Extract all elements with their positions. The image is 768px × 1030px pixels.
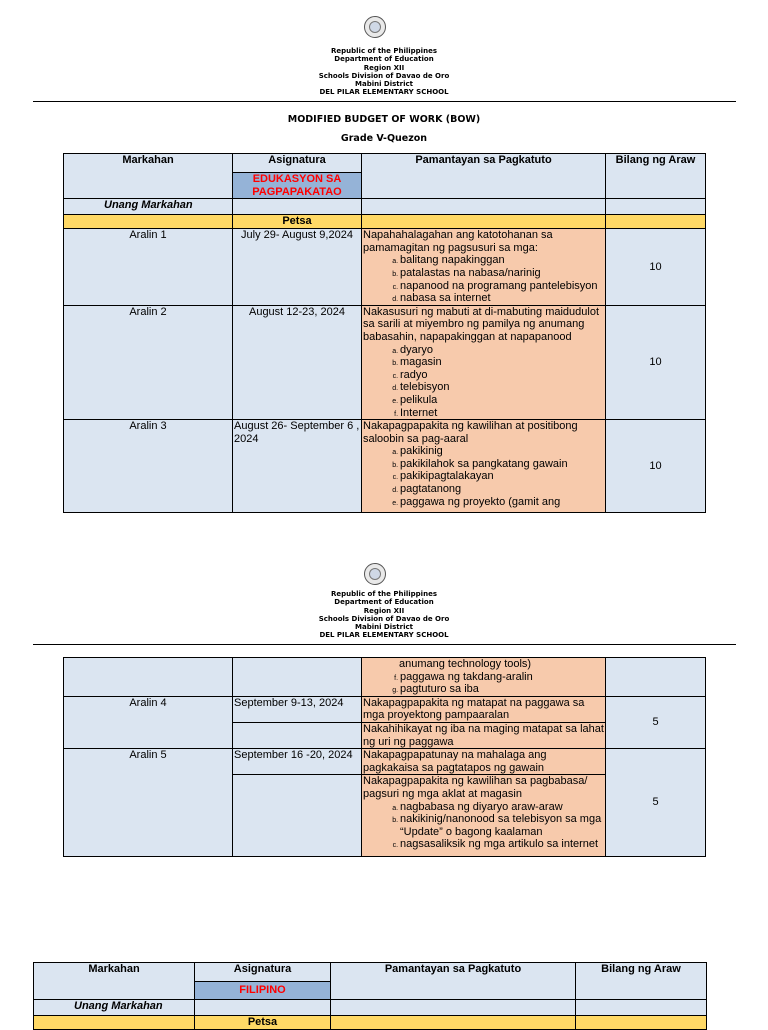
empty-cell bbox=[233, 775, 362, 857]
date-header: Petsa bbox=[195, 1016, 331, 1030]
header-line: Republic of the Philippines bbox=[331, 590, 437, 598]
competency-text: anumang technology tools) bbox=[399, 658, 532, 670]
competency-list bbox=[363, 445, 604, 508]
deped-seal bbox=[364, 563, 386, 585]
header-line: Region XII bbox=[363, 63, 405, 72]
lesson-label: Aralin 3 bbox=[64, 420, 233, 513]
empty-cell bbox=[331, 1000, 576, 1016]
table-row bbox=[64, 658, 706, 697]
days-count: 10 bbox=[606, 420, 706, 513]
col-header-markahan: Markahan bbox=[34, 963, 195, 1000]
header-line: Department of Education bbox=[334, 598, 434, 607]
competency-cell bbox=[362, 658, 606, 697]
lesson-label: Aralin 1 bbox=[64, 229, 233, 306]
empty-cell bbox=[606, 658, 706, 697]
days-count: 10 bbox=[606, 229, 706, 306]
competency-text: Nakasusuri ng mabuti at di-mabuting maidudulot sa sarili at miyembro ng pamilya ng anumang babasahin, napapakinggan at napapanood bbox=[363, 305, 600, 343]
list-item: b. patalastas na nabasa/narinig bbox=[400, 267, 604, 280]
list-item: a. dyaryo bbox=[400, 344, 604, 357]
bow-table-filipino bbox=[33, 962, 707, 1030]
header-line: Mabini District bbox=[355, 80, 413, 89]
days-count: 5 bbox=[606, 696, 706, 748]
competency-text: Nakapagpapakita ng matapat na paggawa sa mga proyektong pampaaralan bbox=[362, 696, 606, 722]
empty-cell bbox=[362, 215, 606, 229]
competency-cell bbox=[362, 305, 606, 419]
header-divider bbox=[33, 644, 736, 645]
lesson-date: September 16 -20, 2024 bbox=[233, 749, 362, 775]
empty-cell bbox=[64, 658, 233, 697]
list-item: b. nakikinig/nanonood sa telebisyon sa mga “Update” o bagong kaalaman bbox=[400, 813, 604, 838]
empty-cell bbox=[331, 1016, 576, 1030]
header-line: Department of Education bbox=[334, 55, 434, 64]
competency-list bbox=[363, 344, 604, 420]
list-item: b. pakikilahok sa pangkatang gawain bbox=[400, 458, 604, 471]
competency-list bbox=[363, 801, 604, 851]
document-title: MODIFIED BUDGET OF WORK (BOW) bbox=[287, 114, 481, 125]
empty-cell bbox=[576, 1016, 707, 1030]
days-count: 10 bbox=[606, 305, 706, 419]
header-line: Schools Division of Davao de Oro bbox=[318, 71, 450, 80]
date-header: Petsa bbox=[233, 215, 362, 229]
empty-cell bbox=[233, 658, 362, 697]
competency-text: Nakapagpapakita ng kawilihan at positibong saloobin sa pag-aaral bbox=[363, 420, 578, 445]
list-item: e. paggawa ng proyekto (gamit ang bbox=[400, 496, 604, 509]
competency-cell bbox=[362, 775, 606, 857]
empty-cell bbox=[34, 1016, 195, 1030]
header-divider bbox=[33, 101, 736, 102]
col-header-bilang: Bilang ng Araw bbox=[576, 963, 707, 1000]
empty-cell bbox=[362, 199, 606, 215]
lesson-label: Aralin 4 bbox=[64, 696, 233, 748]
competency-text: Nakahihikayat ng iba na maging matapat sa lahat ng uri ng paggawa bbox=[363, 722, 604, 748]
subject-label: FILIPINO bbox=[195, 982, 331, 1000]
list-item: d. pagtatanong bbox=[400, 483, 604, 496]
header-line: Republic of the Philippines bbox=[331, 47, 437, 55]
col-header-pamantayan: Pamantayan sa Pagkatuto bbox=[362, 154, 606, 199]
quarter-label: Unang Markahan bbox=[64, 199, 233, 215]
competency-list bbox=[363, 671, 604, 696]
deped-seal bbox=[364, 16, 386, 38]
competency-text: Napahahalagahan ang katotohanan sa pamamagitan ng pagsusuri sa mga: bbox=[363, 229, 553, 254]
list-item: f. Internet bbox=[400, 407, 604, 420]
col-header-bilang: Bilang ng Araw bbox=[606, 154, 706, 199]
table-row bbox=[64, 749, 706, 775]
competency-text: Nakapagpapatunay na mahalaga ang pagkakaisa sa pagtatapos ng gawain bbox=[362, 749, 606, 775]
list-item: c. napanood na programang pantelebisyon bbox=[400, 280, 604, 293]
col-header-asignatura: Asignatura bbox=[195, 963, 331, 982]
quarter-label: Unang Markahan bbox=[34, 1000, 195, 1016]
school-header bbox=[0, 47, 768, 97]
header-line: Schools Division of Davao de Oro bbox=[318, 614, 450, 623]
empty-cell bbox=[195, 1000, 331, 1016]
empty-cell bbox=[606, 199, 706, 215]
table-row bbox=[64, 305, 706, 419]
grade-section: Grade V-Quezon bbox=[340, 133, 428, 144]
empty-cell bbox=[606, 215, 706, 229]
header-line: DEL PILAR ELEMENTARY SCHOOL bbox=[319, 88, 449, 97]
list-item: g. pagtuturo sa iba bbox=[400, 683, 604, 696]
lesson-label: Aralin 2 bbox=[64, 305, 233, 419]
col-header-asignatura: Asignatura bbox=[233, 154, 362, 173]
col-header-pamantayan: Pamantayan sa Pagkatuto bbox=[331, 963, 576, 1000]
lesson-date: August 26- September 6 , 2024 bbox=[233, 420, 362, 513]
list-item: d. nabasa sa internet bbox=[400, 292, 604, 305]
list-item: a. balitang napakinggan bbox=[400, 254, 604, 267]
table-row bbox=[64, 420, 706, 513]
lesson-label: Aralin 5 bbox=[64, 749, 233, 857]
header-line: Mabini District bbox=[355, 623, 413, 632]
lesson-date: July 29- August 9,2024 bbox=[233, 229, 362, 306]
competency-text: Nakapagpapakita ng kawilihan sa pagbabasa/ pagsuri ng mga aklat at magasin bbox=[363, 775, 588, 800]
list-item: a. pakikinig bbox=[400, 445, 604, 458]
empty-cell bbox=[233, 199, 362, 215]
list-item: c. pakikipagtalakayan bbox=[400, 470, 604, 483]
subject-label: EDUKASYON SA PAGPAPAKATAO bbox=[233, 173, 362, 199]
lesson-date: September 9-13, 2024 bbox=[233, 696, 362, 722]
lesson-date: August 12-23, 2024 bbox=[233, 305, 362, 419]
bow-table-esp bbox=[63, 153, 706, 513]
col-header-markahan: Markahan bbox=[64, 154, 233, 199]
table-row bbox=[64, 229, 706, 306]
competency-list bbox=[363, 254, 604, 304]
empty-cell bbox=[576, 1000, 707, 1016]
empty-cell bbox=[233, 722, 362, 748]
competency-cell bbox=[362, 420, 606, 513]
list-item: d. telebisyon bbox=[400, 381, 604, 394]
list-item: b. magasin bbox=[400, 356, 604, 369]
list-item: a. nagbabasa ng diyaryo araw-araw bbox=[400, 801, 604, 814]
list-item: f. paggawa ng takdang-aralin bbox=[400, 671, 604, 684]
header-line: DEL PILAR ELEMENTARY SCHOOL bbox=[319, 631, 449, 640]
competency-cell bbox=[362, 229, 606, 306]
empty-cell bbox=[64, 215, 233, 229]
bow-table-esp-continued bbox=[63, 657, 706, 857]
table-row bbox=[64, 696, 706, 722]
list-item: e. pelikula bbox=[400, 394, 604, 407]
list-item: c. radyo bbox=[400, 369, 604, 382]
school-header bbox=[0, 590, 768, 640]
list-item: c. nagsasaliksik ng mga artikulo sa internet bbox=[400, 838, 604, 851]
header-line: Region XII bbox=[363, 606, 405, 615]
days-count: 5 bbox=[606, 749, 706, 857]
